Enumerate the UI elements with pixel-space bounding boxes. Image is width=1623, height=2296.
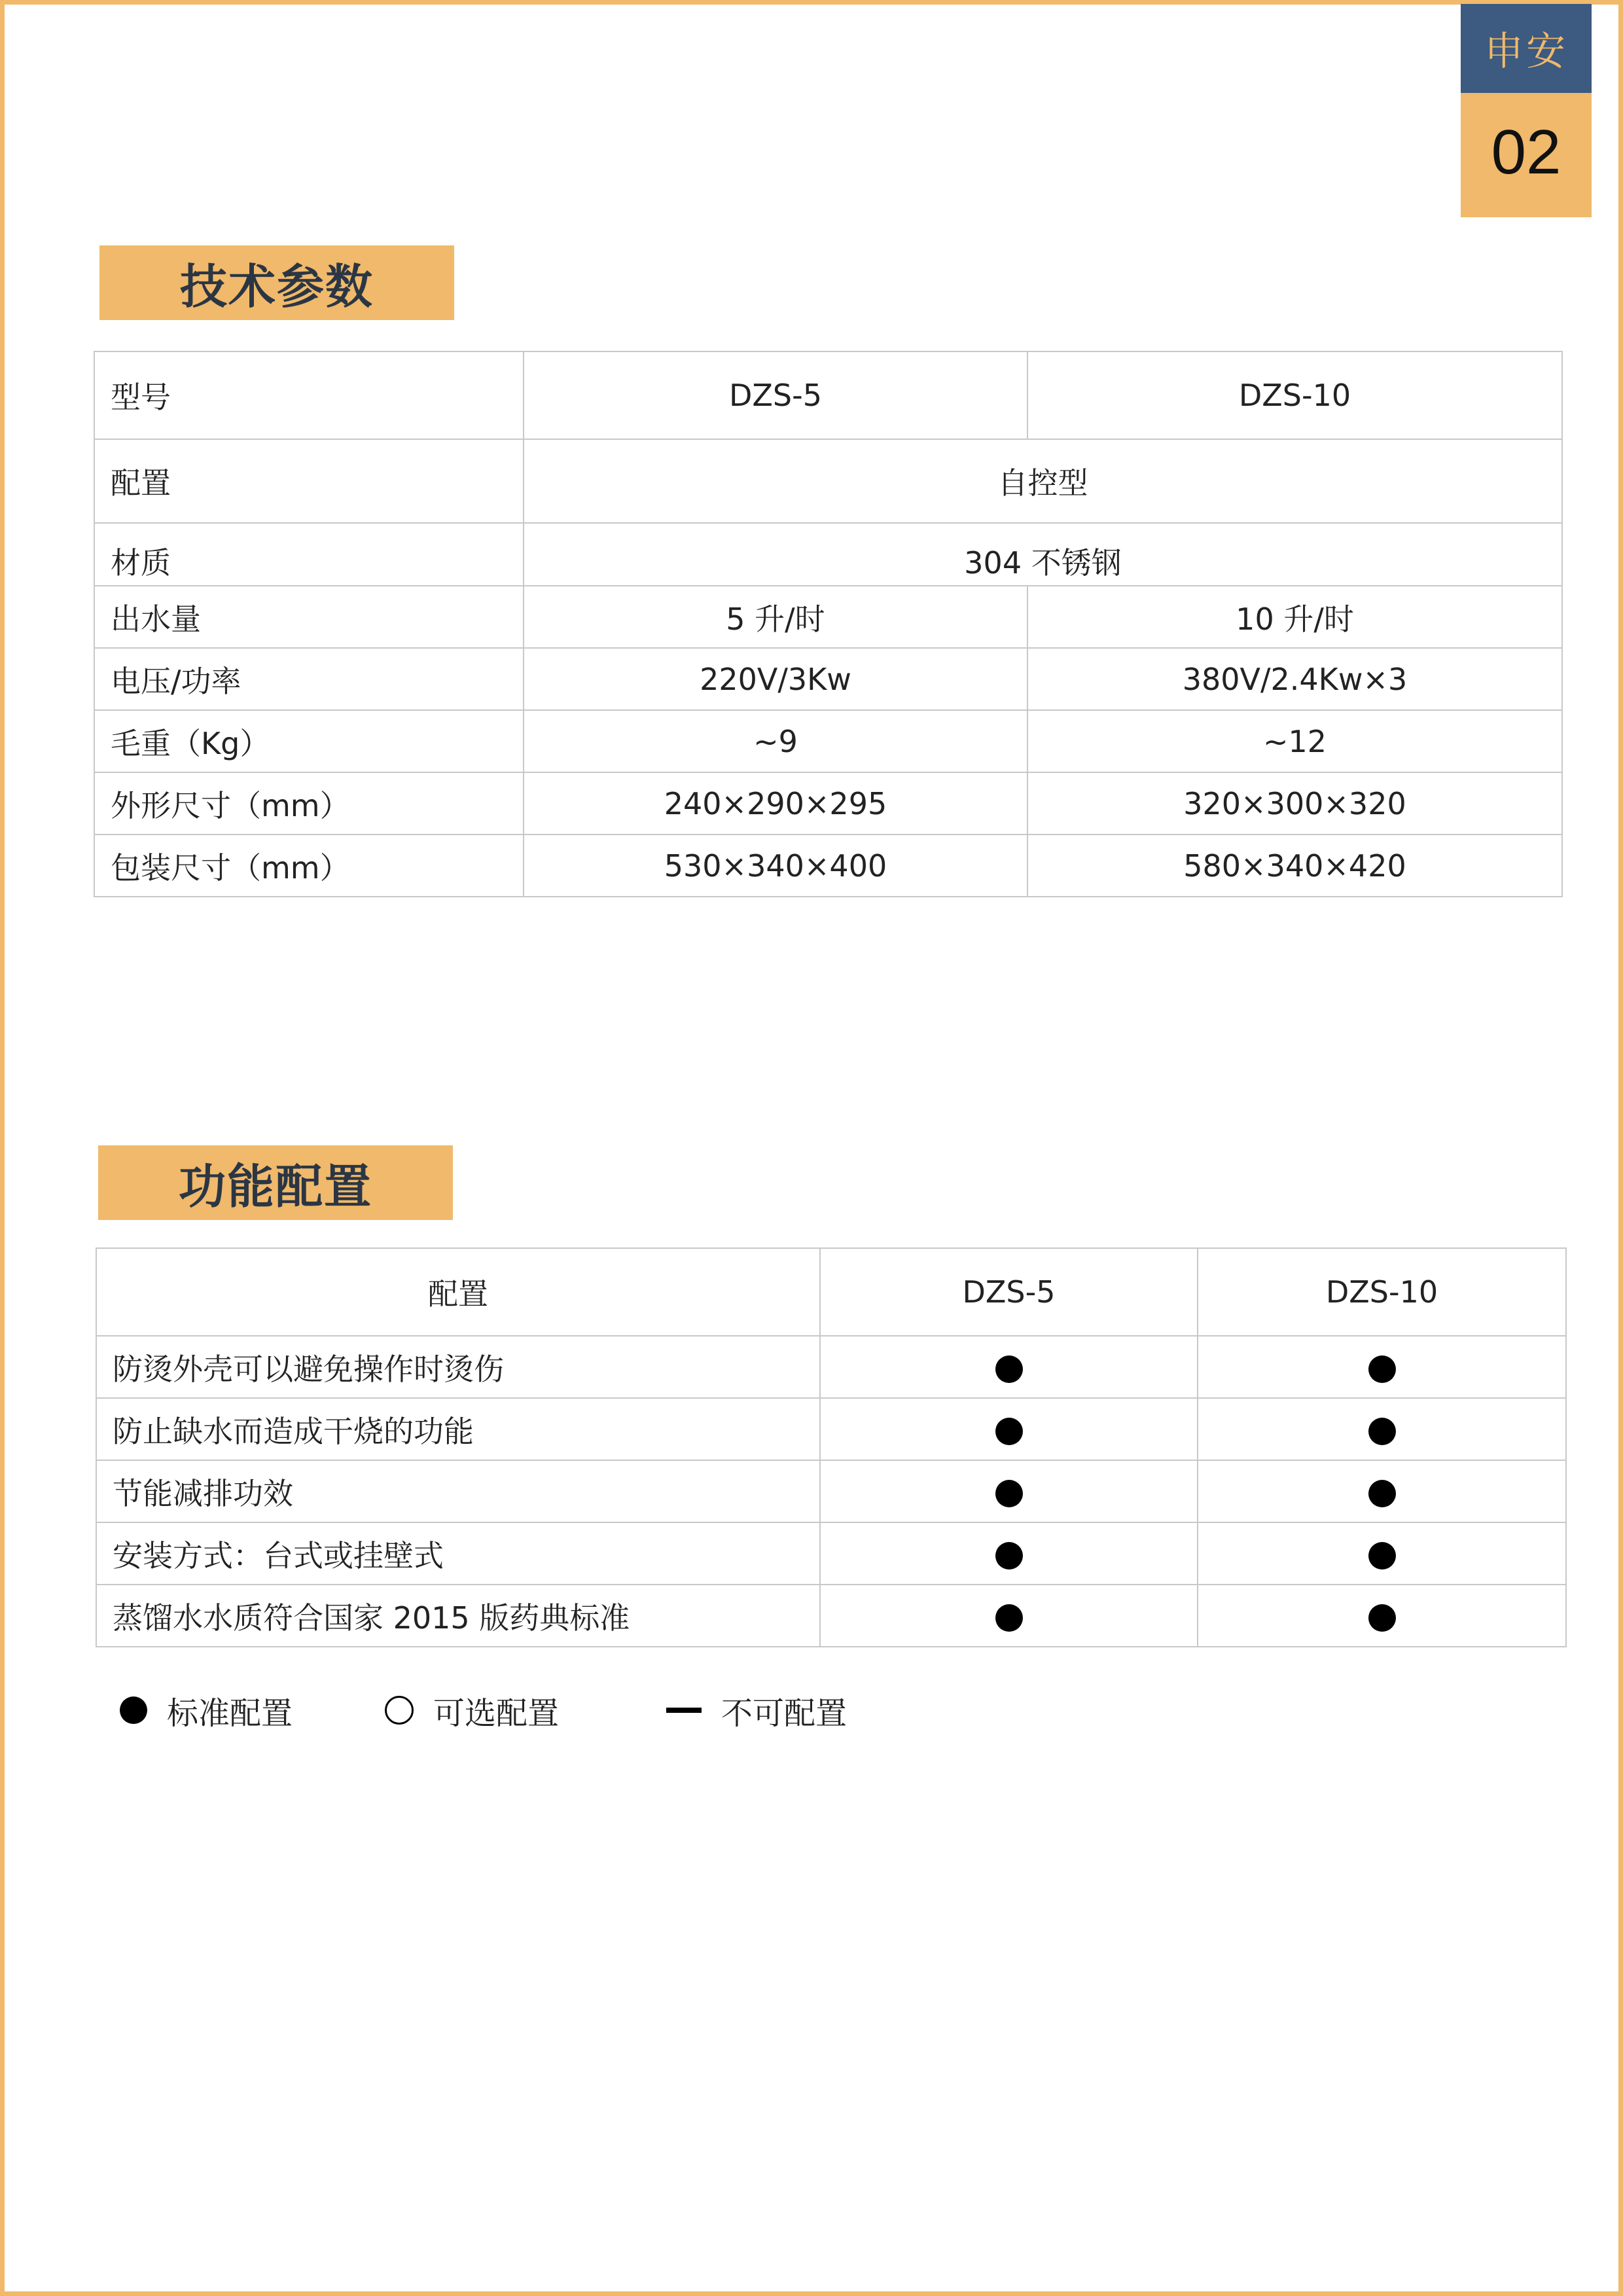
- standard-dot-icon: [1368, 1355, 1396, 1383]
- filled-circle-icon: [120, 1696, 147, 1724]
- standard-dot-icon: [995, 1355, 1023, 1383]
- spec-row-label: 包装尺寸（mm）: [94, 834, 524, 897]
- spec-header-model-2: DZS-10: [1027, 351, 1562, 439]
- spec-row: [94, 772, 1562, 834]
- spec-header-model-1: DZS-5: [524, 351, 1027, 439]
- spec-row: [94, 710, 1562, 772]
- dash-icon: [666, 1708, 702, 1713]
- feature-row: [96, 1522, 1566, 1585]
- spec-row-label: 出水量: [94, 586, 524, 648]
- feature-header-model-1: DZS-5: [820, 1248, 1198, 1336]
- standard-dot-icon: [995, 1418, 1023, 1445]
- standard-dot-icon: [995, 1480, 1023, 1507]
- standard-dot-icon: [1368, 1480, 1396, 1507]
- legend-optional: [385, 1687, 559, 1733]
- feature-row-mark-2: [1198, 1585, 1566, 1647]
- spec-row-merged-value: 自控型: [524, 439, 1562, 523]
- spec-row-label: 毛重（Kg）: [94, 710, 524, 772]
- spec-row-value-1: 240×290×295: [524, 772, 1027, 834]
- feature-row-label: 防止缺水而造成干烧的功能: [96, 1398, 820, 1460]
- spec-row: [94, 523, 1562, 586]
- feature-row-mark-1: [820, 1460, 1198, 1522]
- feature-row-mark-2: [1198, 1336, 1566, 1398]
- spec-row: [94, 648, 1562, 710]
- feature-row-mark-1: [820, 1522, 1198, 1585]
- spec-row-value-1: 530×340×400: [524, 834, 1027, 897]
- spec-table: [94, 351, 1563, 897]
- spec-header-row: [94, 351, 1562, 439]
- legend-standard: [120, 1687, 293, 1733]
- feature-row-label: 防烫外壳可以避免操作时烫伤: [96, 1336, 820, 1398]
- feature-row-mark-2: [1198, 1460, 1566, 1522]
- spec-row-label: 外形尺寸（mm）: [94, 772, 524, 834]
- feature-row-label: 节能减排功效: [96, 1460, 820, 1522]
- page-number: 02: [1461, 93, 1592, 217]
- feature-row: [96, 1398, 1566, 1460]
- empty-circle-icon: [385, 1696, 414, 1725]
- standard-dot-icon: [995, 1542, 1023, 1570]
- feature-row: [96, 1336, 1566, 1398]
- spec-row-value-2: 580×340×420: [1027, 834, 1562, 897]
- spec-row-value-2: 380V/2.4Kw×3: [1027, 648, 1562, 710]
- corner-tab: [1461, 4, 1592, 217]
- spec-row: [94, 834, 1562, 897]
- spec-row-value-1: 220V/3Kw: [524, 648, 1027, 710]
- spec-row-value-2: 10 升/时: [1027, 586, 1562, 648]
- feature-row-mark-1: [820, 1585, 1198, 1647]
- feature-heading: 功能配置: [98, 1145, 453, 1220]
- feature-header-label: 配置: [96, 1248, 820, 1336]
- standard-dot-icon: [995, 1604, 1023, 1632]
- spec-row-value-1: ~9: [524, 710, 1027, 772]
- legend-unavailable-label: 不可配置: [721, 1695, 847, 1732]
- feature-row-mark-2: [1198, 1522, 1566, 1585]
- legend-standard-label: 标准配置: [167, 1695, 293, 1732]
- feature-row-mark-1: [820, 1398, 1198, 1460]
- feature-row: [96, 1460, 1566, 1522]
- feature-header-model-2: DZS-10: [1198, 1248, 1566, 1336]
- spec-row-merged-value: 304 不锈钢: [524, 523, 1562, 586]
- spec-row-label: 材质: [94, 523, 524, 586]
- legend-unavailable: [666, 1687, 847, 1733]
- spec-row: [94, 586, 1562, 648]
- feature-row: [96, 1585, 1566, 1647]
- feature-row-label: 蒸馏水水质符合国家 2015 版药典标准: [96, 1585, 820, 1647]
- spec-row: [94, 439, 1562, 523]
- spec-header-label: 型号: [94, 351, 524, 439]
- spec-heading: 技术参数: [99, 245, 454, 320]
- feature-table: [96, 1247, 1567, 1647]
- spec-row-value-2: ~12: [1027, 710, 1562, 772]
- feature-row-label: 安装方式：台式或挂壁式: [96, 1522, 820, 1585]
- feature-header-row: [96, 1248, 1566, 1336]
- standard-dot-icon: [1368, 1604, 1396, 1632]
- spec-row-value-2: 320×300×320: [1027, 772, 1562, 834]
- spec-row-value-1: 5 升/时: [524, 586, 1027, 648]
- spec-row-label: 配置: [94, 439, 524, 523]
- standard-dot-icon: [1368, 1418, 1396, 1445]
- legend-optional-label: 可选配置: [433, 1695, 560, 1732]
- standard-dot-icon: [1368, 1542, 1396, 1570]
- feature-row-mark-1: [820, 1336, 1198, 1398]
- spec-row-label: 电压/功率: [94, 648, 524, 710]
- feature-row-mark-2: [1198, 1398, 1566, 1460]
- brand-label: 申安: [1461, 4, 1592, 93]
